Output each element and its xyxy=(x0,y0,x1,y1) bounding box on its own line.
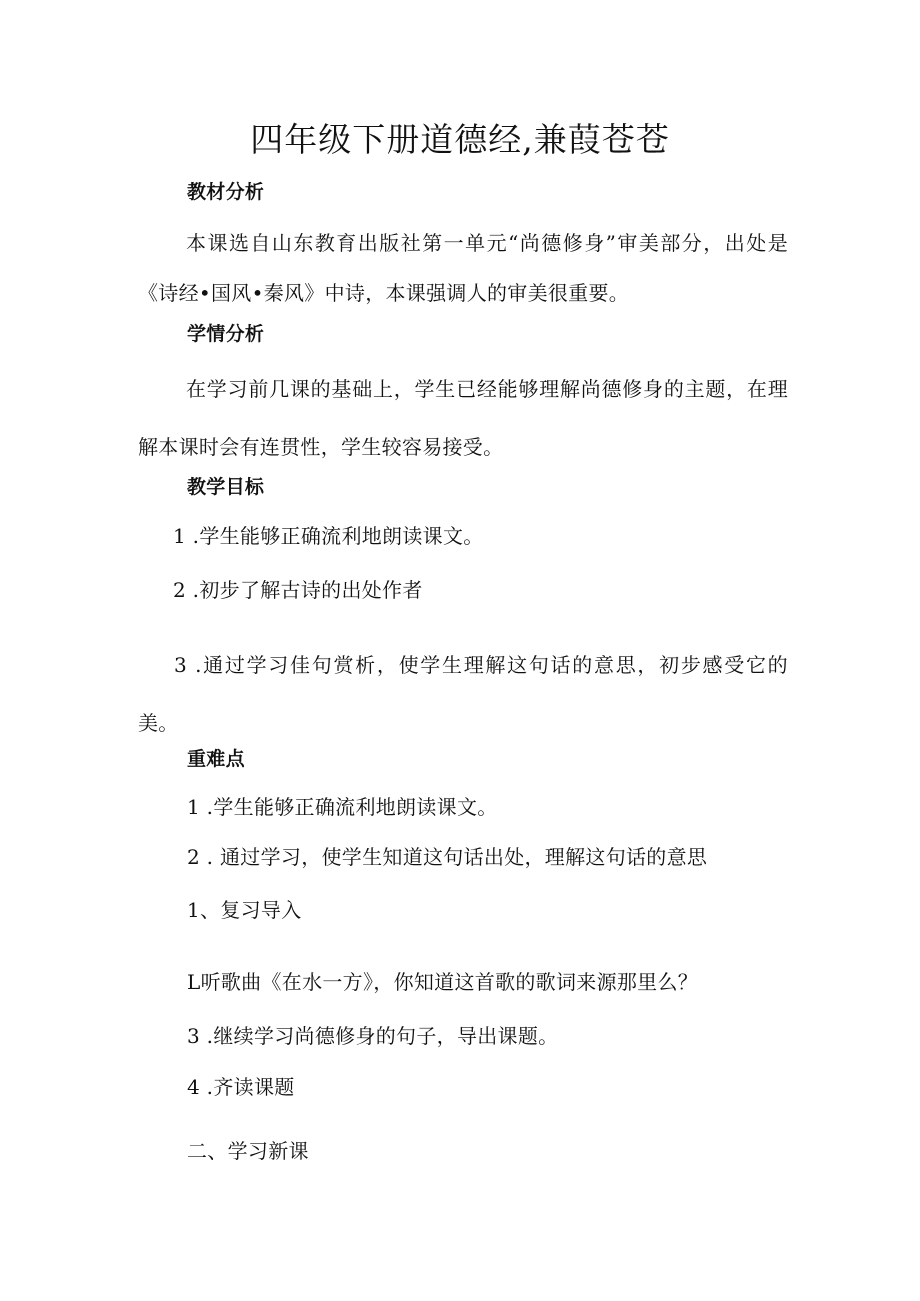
paragraph-material-analysis: 本课选自山东教育出版社第一单元“尚德修身”审美部分，出处是《诗经•国风•秦风》中诗，本课强调人的审美很重要。 xyxy=(138,231,788,305)
goal-item-1: 1 .学生能够正确流利地朗读课文。 xyxy=(173,524,484,548)
review-item-4: 4 .齐读课题 xyxy=(187,1075,295,1099)
review-item-3: 3 .继续学习尚德修身的句子，导出课题。 xyxy=(187,1024,559,1048)
heading-student-analysis: 学情分析 xyxy=(187,323,265,345)
goal-item-2: 2 .初步了解古诗的出处作者 xyxy=(173,578,423,602)
goal-item-3: 3 .通过学习佳句赏析，使学生理解这句话的意思，初步感受它的美。 xyxy=(138,653,788,735)
key-point-2: 2 . 通过学习，使学生知道这句话出处，理解这句话的意思 xyxy=(187,845,708,869)
heading-key-points: 重难点 xyxy=(187,748,245,770)
heading-teaching-goals: 教学目标 xyxy=(187,476,265,498)
paragraph-student-analysis: 在学习前几课的基础上，学生已经能够理解尚德修身的主题，在理解本课时会有连贯性，学生较容易接受。 xyxy=(138,377,788,459)
review-item-1: L听歌曲《在水一方》，你知道这首歌的歌词来源那里么？ xyxy=(187,970,699,994)
key-point-1: 1 .学生能够正确流利地朗读课文。 xyxy=(187,795,498,819)
document-title: 四年级下册道德经,兼葭苍苍 xyxy=(250,120,670,159)
heading-review-intro: 1、复习导入 xyxy=(187,898,302,922)
heading-new-lesson: 二、学习新课 xyxy=(187,1139,309,1163)
heading-material-analysis: 教材分析 xyxy=(187,181,265,203)
